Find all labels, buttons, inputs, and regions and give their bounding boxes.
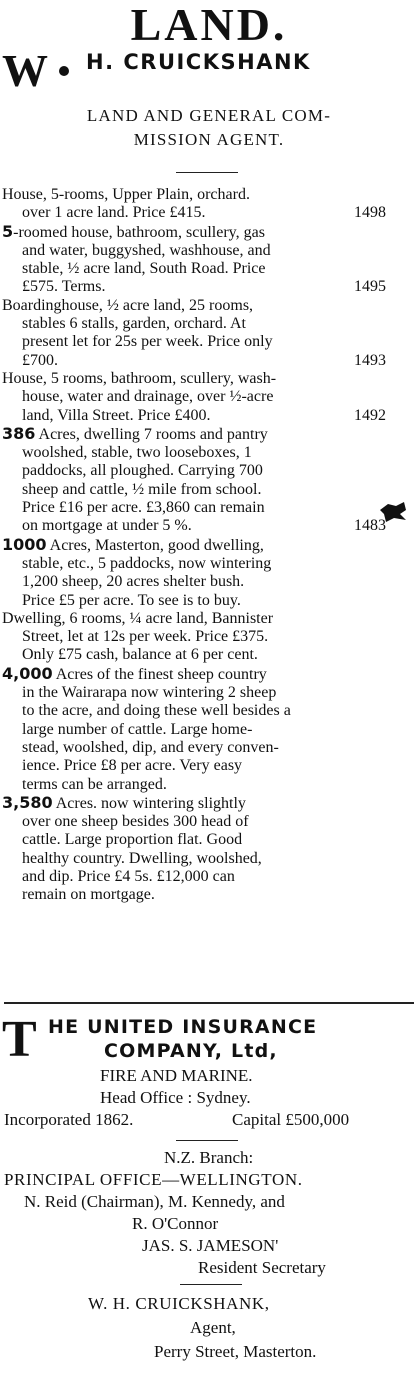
listing-first-line: 3,580 Acres. now wintering slightly [2,792,246,812]
insurance-branch: N.Z. Branch: [164,1148,254,1167]
insurance-directors-line-1: N. Reid (Chairman), M. Kennedy, and [24,1192,285,1211]
insurance-head-office: Head Office : Sydney. [100,1088,251,1107]
insurance-principal-office: PRINCIPAL OFFICE—WELLINGTON. [4,1170,303,1189]
listing-line: over one sheep besides 300 head of [22,813,249,831]
insurance-name-line-1: HE UNITED INSURANCE [48,1016,318,1038]
subtitle-line-2: MISSION AGENT. [133,130,285,149]
listing-line: to the acre, and doing these well besides a [22,702,291,720]
listing-line: healthy country. Dwelling, woolshed, [22,849,262,867]
insurance-capital: Capital £500,000 [232,1110,350,1129]
listing-line: Price £16 per acre. £3,860 can remain [22,499,265,517]
listing-line: and dip. Price £4 5s. £12,000 can [22,867,235,885]
listing-ref-number: 1498 [354,204,386,222]
insurance-agent-name: W. H. CRUICKSHANK, [88,1294,270,1313]
listing-line: over 1 acre land. Price £415. [22,204,206,222]
listing-first-line: Dwelling, 6 rooms, ¼ acre land, Bannister [2,609,274,627]
listing-item [2,425,386,536]
listing-line: on mortgage at under 5 %. [22,517,192,535]
listing-first-line: 5-roomed house, bathroom, scullery, gas [2,221,265,241]
listing-line: in the Wairarapa now wintering 2 sheep [22,684,277,702]
listing-item [2,665,386,794]
listing-line: stead, woolshed, dip, and every conven- [22,738,279,756]
listing-item [2,223,386,297]
listing-ref-number: 1495 [354,278,386,296]
listing-first-line: 4,000 Acres of the finest sheep country [2,663,267,683]
agent-subtitle [0,104,418,152]
listing-line: present let for 25s per week. Price only [22,333,273,351]
listing-line: Price £5 per acre. To see is to buy. [22,591,241,609]
listing-line: sheep and cattle, ½ mile from school. [22,480,262,498]
listing-ref-number: 1492 [354,406,386,424]
insurance-directors-line-2: R. O'Connor [132,1214,219,1233]
listing-line: large number of cattle. Large home- [22,720,253,738]
insurance-fire-marine: FIRE AND MARINE. [100,1066,253,1085]
listing-line: stables 6 stalls, garden, orchard. At [22,315,246,333]
section-divider [4,1002,414,1004]
listing-acreage: 1000 [2,534,47,554]
insurance-name-line-2: COMPANY, Ltd, [104,1040,278,1062]
insurance-secretary-name: JAS. S. JAMESON' [142,1236,279,1255]
listing-acreage: 386 [2,423,36,443]
listing-first-line: 1000 Acres, Masterton, good dwelling, [2,534,264,554]
listing-line: ience. Price £8 per acre. Very easy [22,757,243,775]
listing-line: stable, etc., 5 paddocks, now wintering [22,554,272,572]
listing-first-line: 386 Acres, dwelling 7 rooms and pantry [2,423,268,443]
agent-divider [180,1284,242,1285]
listing-line: remain on mortgage. [22,886,155,904]
initial-dot [59,66,69,76]
listing-line: £700. [22,351,58,369]
property-listings [2,186,386,905]
insurance-divider [176,1140,238,1141]
listing-item [2,186,386,223]
listing-line: paddocks, all ploughed. Carrying 700 [22,462,263,480]
listing-acreage: 5 [2,221,14,241]
listing-item [2,297,386,370]
insurance-agent-title: Agent, [190,1318,236,1337]
listing-item [2,370,386,425]
insurance-agent-address: Perry Street, Masterton. [154,1342,317,1361]
agent-name: H. CRUICKSHANK [86,50,311,74]
listing-acreage: 4,000 [2,663,53,683]
listing-line: woolshed, stable, two looseboxes, 1 [22,444,252,462]
listing-line: £575. Terms. [22,278,106,296]
page-title: LAND. [130,0,288,50]
listing-first-line: Boardinghouse, ½ acre land, 25 rooms, [2,296,254,314]
listing-item [2,536,386,610]
insurance-initial: T [2,1011,37,1068]
header-divider [176,172,238,173]
listing-first-line: House, 5 rooms, bathroom, scullery, wash- [2,369,277,387]
listing-item [2,794,386,905]
insurance-incorporated: Incorporated 1862. [4,1110,134,1129]
listing-line: 1,200 sheep, 20 acres shelter bush. [22,573,245,591]
listing-line: cattle. Large proportion flat. Good [22,831,243,849]
listing-line: stable, ½ acre land, South Road. Price [22,260,266,278]
listing-acreage: 3,580 [2,792,53,812]
listing-line: terms can be arranged. [22,775,167,793]
agent-initial: W [2,45,48,96]
listing-line: Only £75 cash, balance at 6 per cent. [22,646,258,664]
listing-ref-number: 1493 [354,351,386,369]
listing-line: and water, buggyshed, washhouse, and [22,241,271,259]
ink-blot-icon [378,500,408,524]
listing-ref-number: 1483 [354,517,386,535]
subtitle-line-1: LAND AND GENERAL COM- [86,106,332,125]
listing-line: land, Villa Street. Price £400. [22,406,211,424]
insurance-secretary-title: Resident Secretary [198,1258,326,1277]
listing-line: Street, let at 12s per week. Price £375. [22,628,269,646]
listing-item [2,610,386,665]
listing-line: house, water and drainage, over ½-acre [22,388,274,406]
listing-first-line: House, 5-rooms, Upper Plain, orchard. [2,186,250,203]
